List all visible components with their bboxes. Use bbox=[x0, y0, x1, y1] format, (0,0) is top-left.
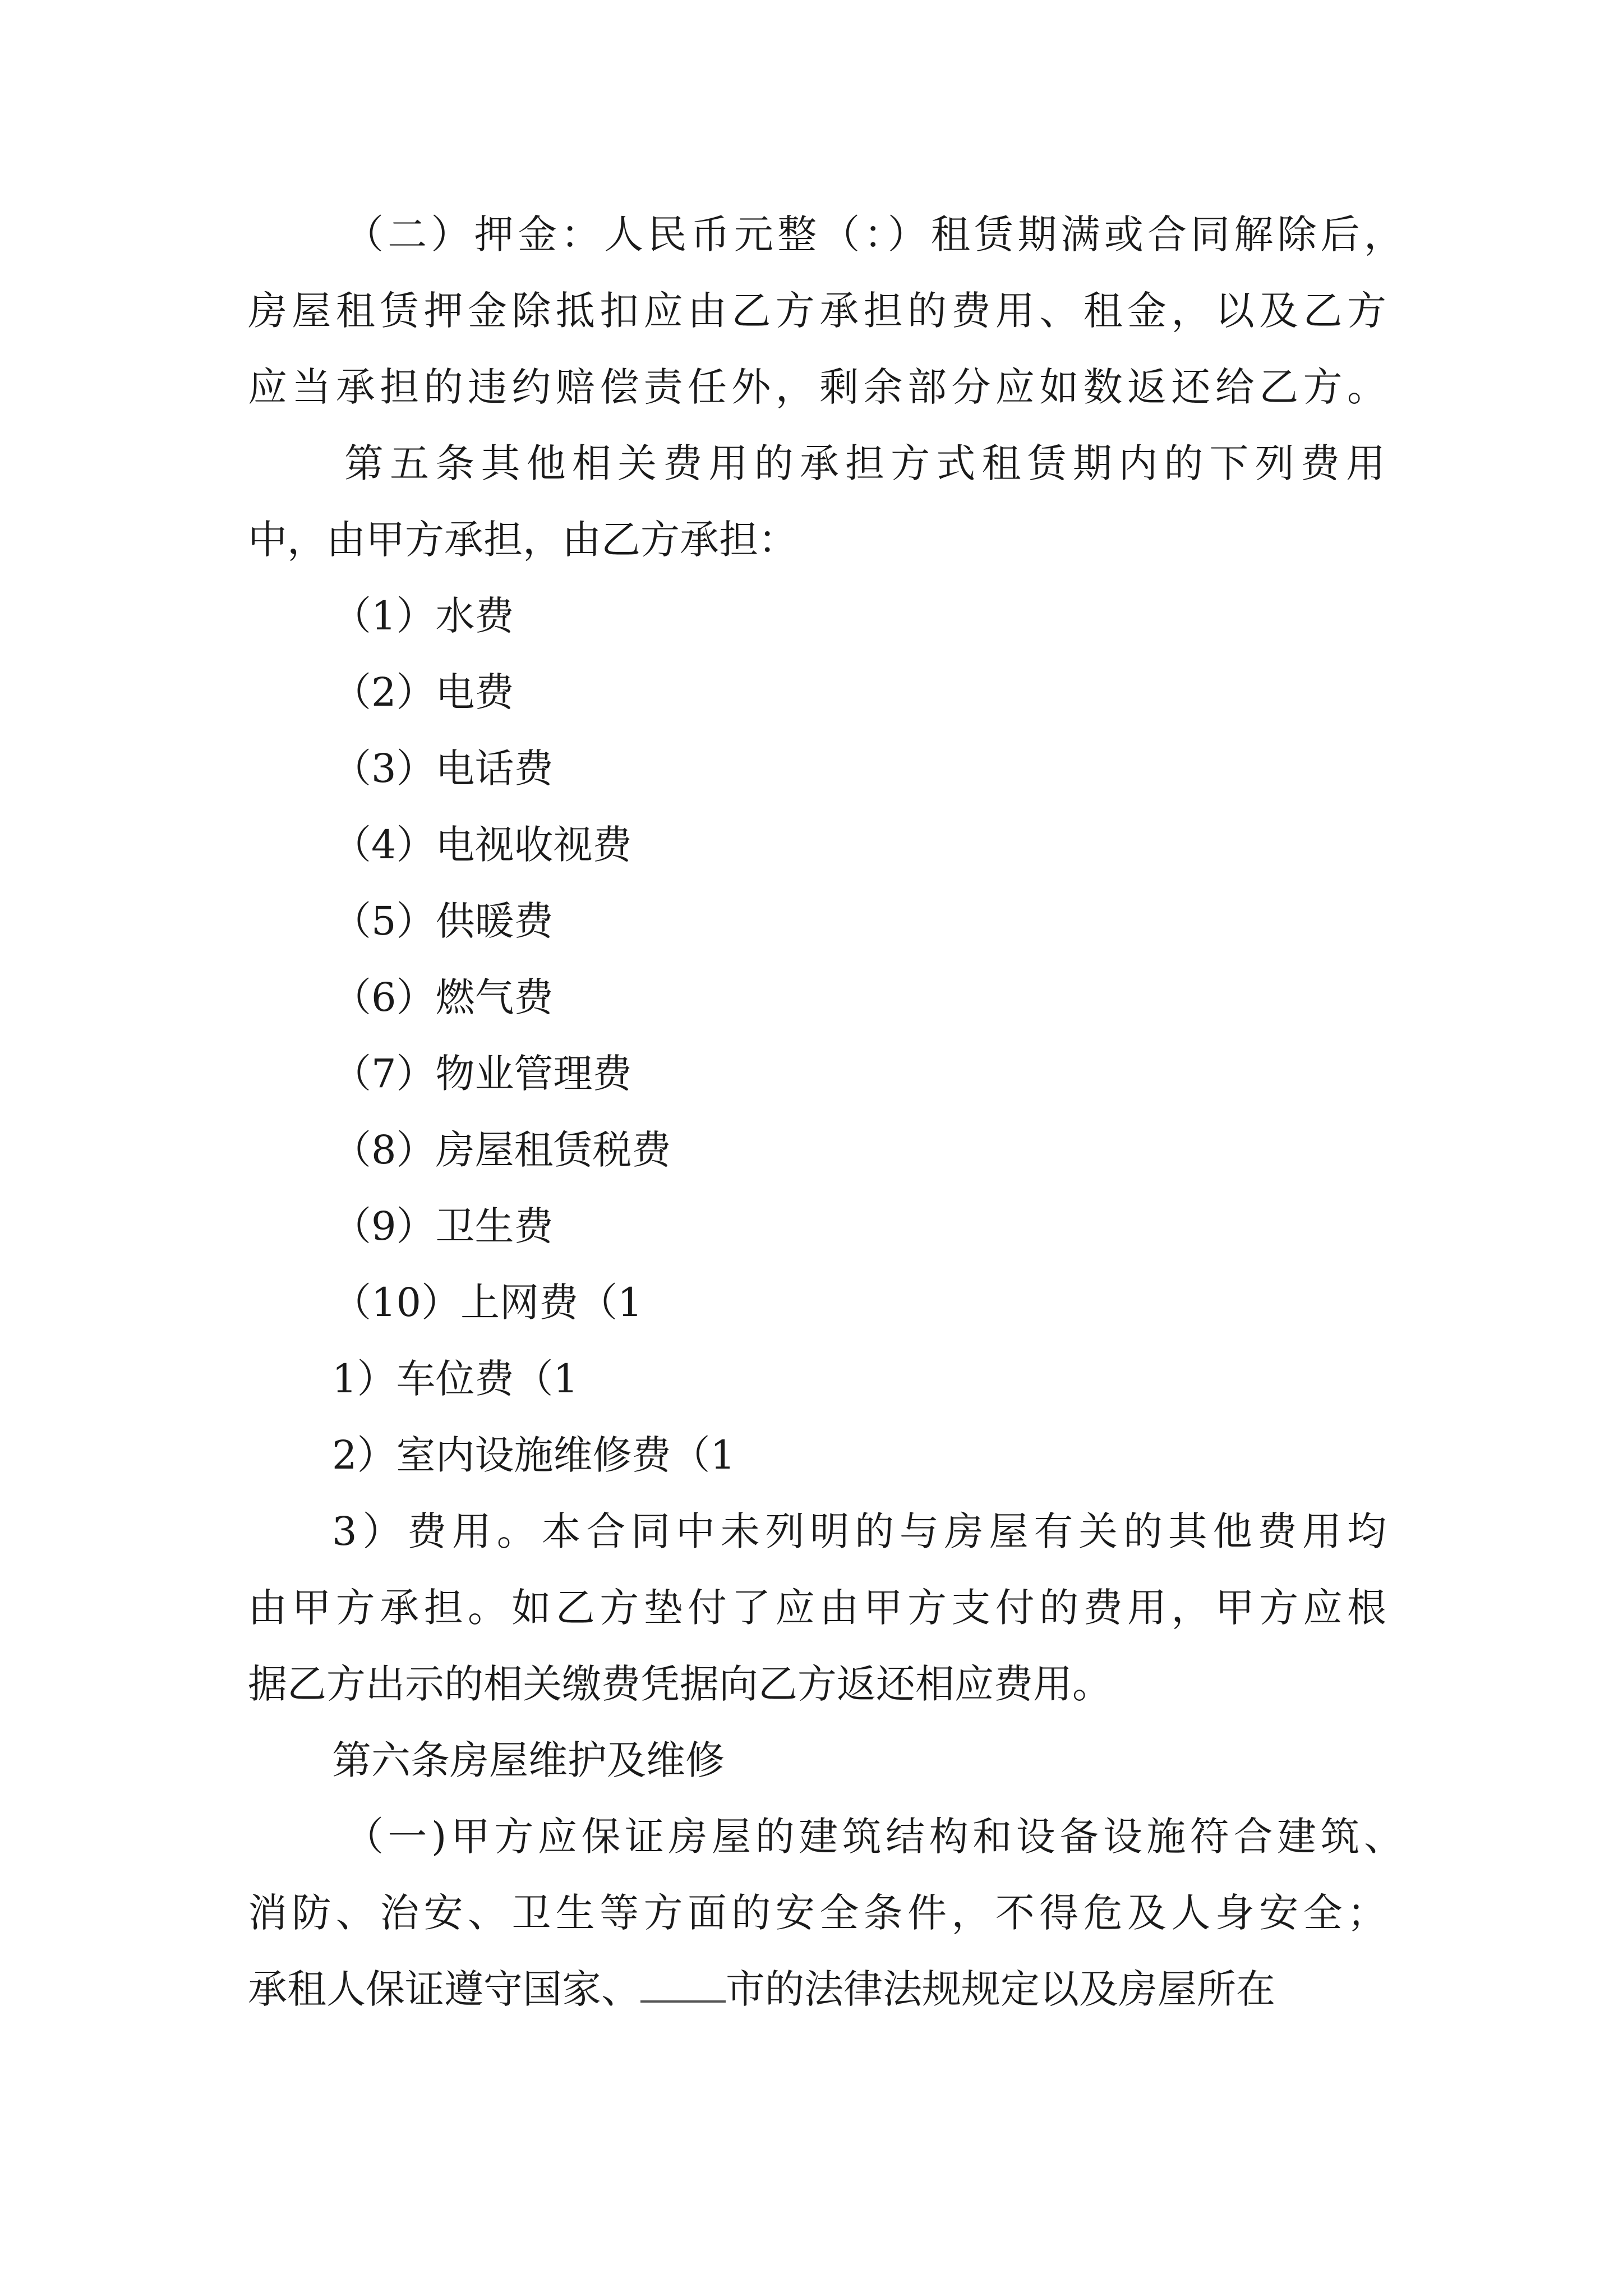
article5-line-1: 第五条其他相关费用的承担方式租赁期内的下列费用 bbox=[344, 440, 1385, 486]
fee-item-5: （5）供暖费 bbox=[332, 898, 554, 944]
article6-line-1: （一)甲方应保证房屋的建筑结构和设备设施符合建筑、 bbox=[344, 1814, 1403, 1860]
fee-item-6: （6）燃气费 bbox=[332, 974, 554, 1020]
fees-tail-line-1: 3）费用。本合同中未列明的与房屋有关的其他费用均 bbox=[332, 1508, 1386, 1554]
fees-tail-line-3: 据乙方出示的相关缴费凭据向乙方返还相应费用。 bbox=[248, 1661, 1112, 1707]
fee-item-8: （8）房屋租赁税费 bbox=[332, 1127, 671, 1173]
article6-line-2: 消防、治安、卫生等方面的安全条件，不得危及人身安全； bbox=[248, 1890, 1386, 1936]
fee-item-9: （9）卫生费 bbox=[332, 1203, 554, 1249]
fee-item-12: 2）室内设施维修费（1 bbox=[332, 1432, 736, 1478]
fee-item-4: （4）电视收视费 bbox=[332, 822, 632, 868]
deposit-line-1: （二）押金：人民币元整（：）租赁期满或合同解除后， bbox=[344, 211, 1403, 257]
fee-item-2: （2）电费 bbox=[332, 669, 514, 715]
article5-line-2: 中，由甲方承担，由乙方承担： bbox=[248, 517, 797, 563]
deposit-line-3: 应当承担的违约赔偿责任外，剩余部分应如数返还给乙方。 bbox=[248, 364, 1386, 410]
fill-in-blank bbox=[640, 1967, 726, 2003]
fee-item-11: 1）车位费（1 bbox=[332, 1356, 579, 1402]
fee-item-10: （10）上网费（1 bbox=[332, 1280, 643, 1326]
article6-line-3 bbox=[248, 1963, 1275, 2015]
fee-item-7: （7）物业管理费 bbox=[332, 1051, 632, 1097]
article6-title: 第六条房屋维护及维修 bbox=[332, 1737, 725, 1783]
article6-line-3-end: 市的法律法规规定以及房屋所在 bbox=[726, 1966, 1275, 2012]
fees-tail-line-2: 由甲方承担。如乙方垫付了应由甲方支付的费用，甲方应根 bbox=[248, 1585, 1386, 1631]
deposit-line-2: 房屋租赁押金除抵扣应由乙方承担的费用、租金，以及乙方 bbox=[248, 288, 1386, 334]
article6-line-3-start: 承租人保证遵守国家、 bbox=[248, 1966, 640, 2012]
fee-item-1: （1）水费 bbox=[332, 593, 514, 639]
fee-item-3: （3）电话费 bbox=[332, 746, 554, 792]
